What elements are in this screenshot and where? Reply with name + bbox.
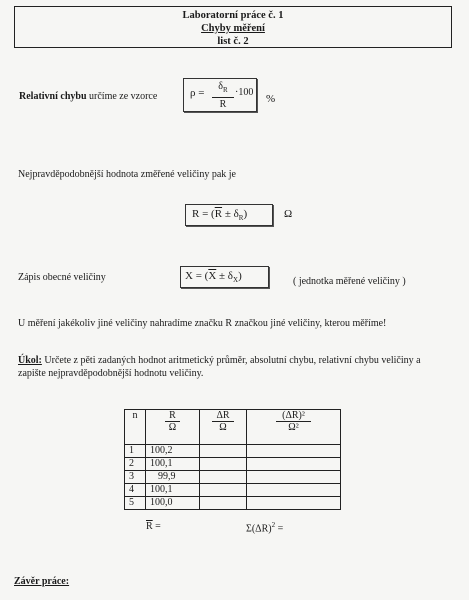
unit-note: ( jednotka měřené veličiny ) xyxy=(293,276,406,287)
row-n: 3 xyxy=(125,471,146,484)
col-delta-r-name: ΔR xyxy=(212,410,233,422)
col-delta-r-squared xyxy=(247,410,341,445)
times-hundred: ·100 xyxy=(235,87,254,98)
table-header-row xyxy=(125,410,341,445)
probable-value-formula xyxy=(185,204,273,226)
table-row xyxy=(125,497,341,510)
col-delta-r-squared-unit: Ω² xyxy=(288,422,299,433)
col-r xyxy=(146,410,200,445)
relative-error-bold: Relativní chybu xyxy=(19,91,87,102)
row-r: 99,9 xyxy=(146,471,200,484)
row-delta-sq xyxy=(247,471,341,484)
probable-value-text: Nejpravděpodobnější hodnota změřené veličiny pak je xyxy=(18,169,236,180)
row-delta xyxy=(200,458,247,471)
col-delta-r-squared-name: (ΔR)² xyxy=(276,410,311,422)
col-delta-r-unit: Ω xyxy=(219,422,227,433)
row-n: 5 xyxy=(125,497,146,510)
probable-formula-text: $R = (\overline{R} \pm \delta_R)$ xyxy=(192,208,248,223)
substitution-note: U měření jakékoliv jiné veličiny nahradíme značku R značkou jiné veličiny, kterou měříme! xyxy=(18,318,387,329)
row-n: 4 xyxy=(125,484,146,497)
rho-symbol: ρ = xyxy=(190,87,205,99)
row-delta-sq xyxy=(247,458,341,471)
task-paragraph xyxy=(18,354,448,380)
general-variable-label: Zápis obecné veličiny xyxy=(18,272,106,283)
general-formula-text: $X = (\overline{X} \pm \delta_X)$ xyxy=(185,270,242,285)
ohm-unit: Ω xyxy=(284,208,293,220)
row-delta-sq xyxy=(247,484,341,497)
relative-fraction xyxy=(212,80,234,112)
col-delta-r xyxy=(200,410,247,445)
row-delta xyxy=(200,484,247,497)
table-row xyxy=(125,471,341,484)
fraction-numerator: $\delta_R$ xyxy=(212,80,234,98)
general-variable-formula xyxy=(180,266,269,288)
relative-error-formula xyxy=(183,78,257,112)
row-delta xyxy=(200,445,247,458)
lab-title: Laboratorní práce č. 1 xyxy=(182,10,284,21)
percent-unit: % xyxy=(266,93,276,105)
row-delta-sq xyxy=(247,497,341,510)
row-r: 100,2 xyxy=(146,445,200,458)
row-n: 1 xyxy=(125,445,146,458)
relative-error-label xyxy=(19,91,157,102)
task-text: Určete z pěti zadaných hodnot aritmetický průměr, absolutní chybu, relativní chybu veličiny a zapište nejpravděpodobnější hodnotu veličiny. xyxy=(18,355,421,379)
conclusion-heading: Závěr práce: xyxy=(14,576,70,587)
col-r-name: R xyxy=(165,410,180,422)
row-n: 2 xyxy=(125,458,146,471)
row-r: 100,0 xyxy=(146,497,200,510)
table-row xyxy=(125,445,341,458)
lab-subtitle: Chyby měření xyxy=(201,23,265,34)
sum-squares-label: $\Sigma(\Delta R)^2$ = xyxy=(246,521,284,535)
sheet-number: list č. 2 xyxy=(217,36,249,47)
row-r: 100,1 xyxy=(146,484,200,497)
header-box xyxy=(14,6,452,48)
relative-error-text: určíme ze vzorce xyxy=(89,91,158,102)
mean-label: $\overline{R}$ = xyxy=(146,521,161,532)
table-row xyxy=(125,458,341,471)
row-delta xyxy=(200,497,247,510)
table-row xyxy=(125,484,341,497)
task-label: Úkol: xyxy=(18,355,42,366)
row-delta-sq xyxy=(247,445,341,458)
row-r: 100,1 xyxy=(146,458,200,471)
col-r-unit: Ω xyxy=(168,422,177,433)
measurement-table xyxy=(124,409,341,510)
fraction-denominator: R xyxy=(219,99,227,110)
row-delta xyxy=(200,471,247,484)
col-n: n xyxy=(125,410,146,445)
